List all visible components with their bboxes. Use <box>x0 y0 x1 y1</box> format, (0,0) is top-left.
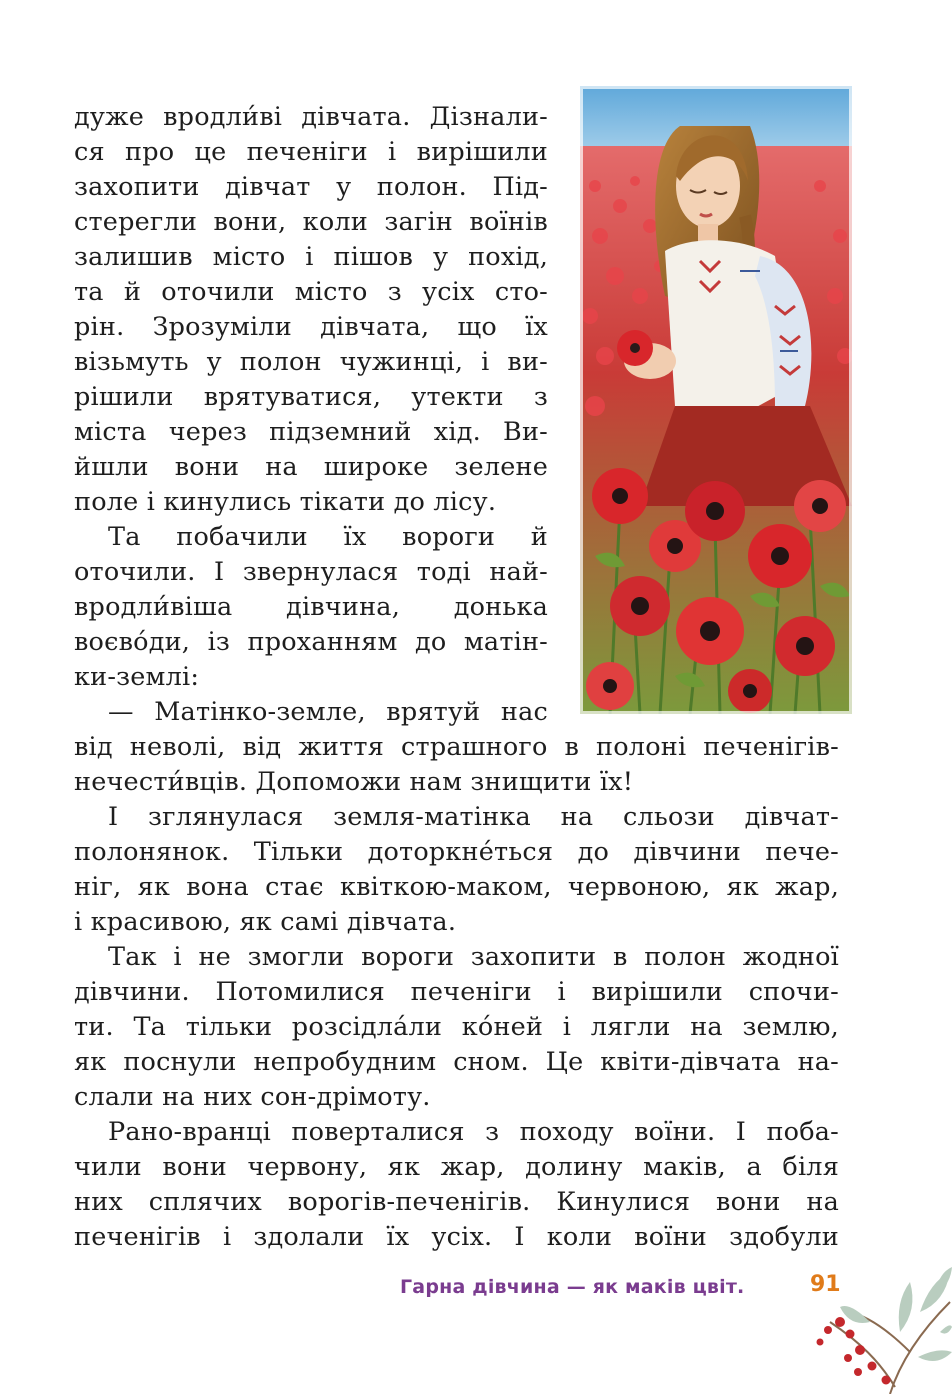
text-line: них сплячих ворогів-печенігів. Кинулися вони на <box>74 1187 839 1217</box>
text-line: нечести́вців. Допоможи нам знищити їх! <box>74 767 634 797</box>
text-line: ся про це печеніги і вирішили <box>74 137 548 167</box>
text-line: дуже вродли́ві дівчата. Дізнали- <box>74 102 548 132</box>
text-line: чили вони червону, як жар, долину маків, а біля <box>74 1152 839 1182</box>
footer-proverb: Гарна дівчина — як маків цвіт. <box>400 1276 745 1298</box>
text-line: стерегли вони, коли загін воїнів <box>74 207 548 237</box>
text-column-narrow <box>74 100 548 730</box>
text-line: захопити дівчат у полон. Під- <box>74 172 548 202</box>
text-line: І зглянулася земля-матінка на сльози дівчат- <box>108 802 839 832</box>
text-line: полонянок. Тільки доторкне́ться до дівчини пече- <box>74 837 839 867</box>
page-number: 91 <box>810 1272 841 1297</box>
text-line: залишив місто і пішов у похід, <box>74 242 548 272</box>
text-line: Рано-вранці поверталися з походу воїни. І поба- <box>108 1117 839 1147</box>
text-line: поле і кинулись тікати до лісу. <box>74 487 497 517</box>
text-line: воєво́ди, із проханням до матін- <box>74 627 548 657</box>
text-line: Так і не змогли вороги захопити в полон жодної <box>108 942 839 972</box>
rowan-branch-icon <box>800 1262 952 1394</box>
text-line: ки-землі: <box>74 662 200 692</box>
text-line: як поснули непробудним сном. Це квіти-дівчата на- <box>74 1047 839 1077</box>
text-line: оточили. І звернулася тоді най- <box>74 557 548 587</box>
text-line: Та побачили їх вороги й <box>108 522 548 552</box>
text-line: рін. Зрозуміли дівчата, що їх <box>74 312 548 342</box>
text-line: слали на них сон-дрімоту. <box>74 1082 431 1112</box>
text-line: йшли вони на широке зелене <box>74 452 548 482</box>
text-line: рішили врятуватися, утекти з <box>74 382 548 412</box>
text-line: міста через підземний хід. Ви- <box>74 417 548 447</box>
text-line: і красивою, як самі дівчата. <box>74 907 457 937</box>
text-line: дівчини. Потомилися печеніги і вирішили спочи- <box>74 977 839 1007</box>
text-line: ти. Та тільки розсідла́ли ко́ней і лягли на землю, <box>74 1012 839 1042</box>
text-column-wide <box>74 730 839 1255</box>
text-line: та й оточили місто з усіх сто- <box>74 277 548 307</box>
text-line: — Матінко-земле, врятуй нас <box>108 697 548 727</box>
girl-in-poppy-field-illustration <box>580 86 852 714</box>
text-line: вродли́віша дівчина, донька <box>74 592 548 622</box>
text-line: ніг, як вона стає квіткою-маком, червоною, як жар, <box>74 872 839 902</box>
text-line: печенігів і здолали їх усіх. І коли воїни здобули <box>74 1222 839 1252</box>
text-line: візьмуть у полон чужинці, і ви- <box>74 347 548 377</box>
text-line: від неволі, від життя страшного в полоні печенігів- <box>74 732 839 762</box>
